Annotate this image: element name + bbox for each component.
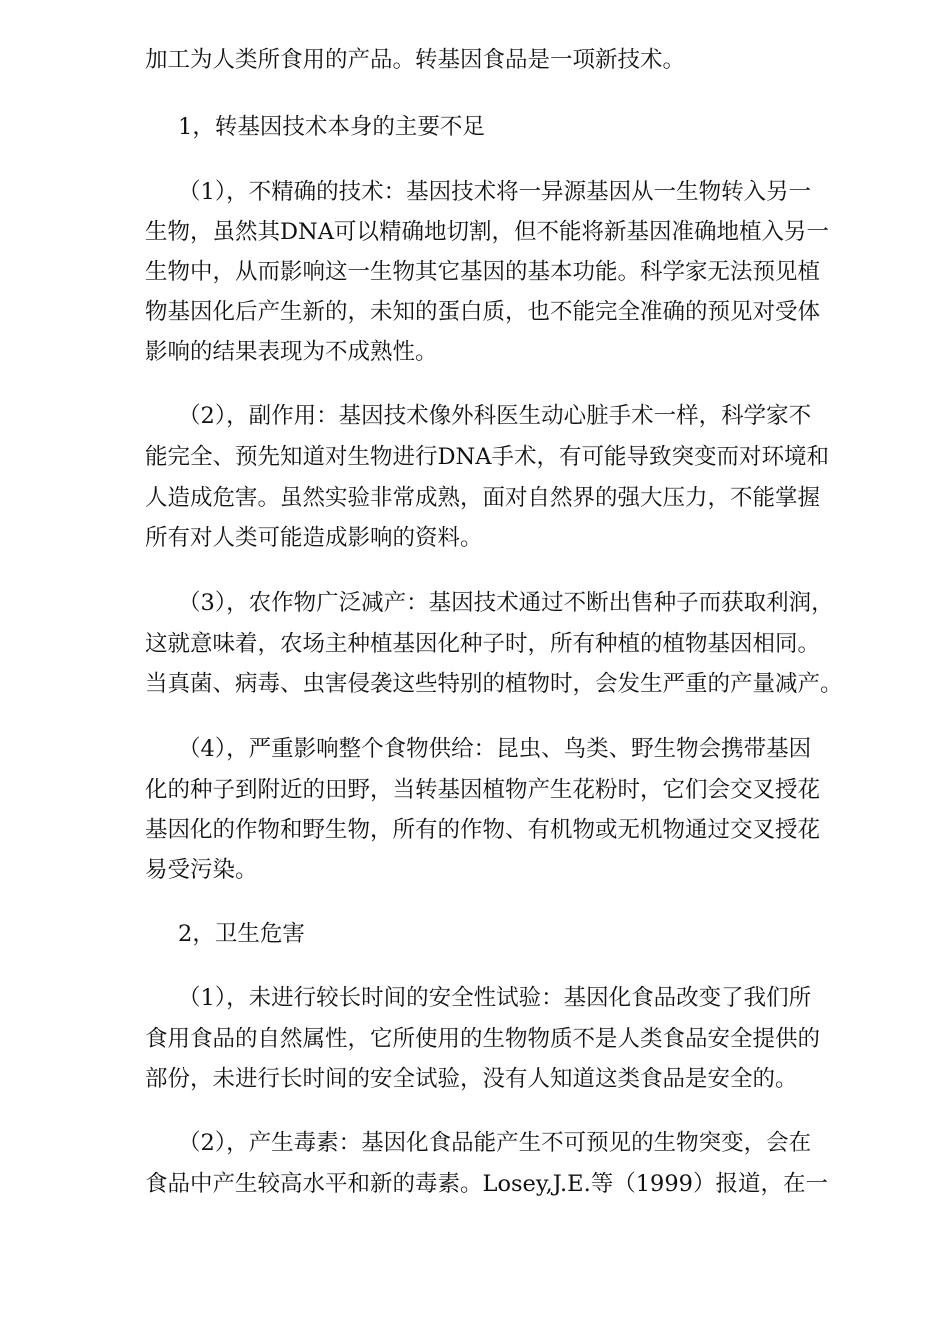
- paragraph-line: （2），副作用：基因技术像外科医生动心脏手术一样，科学家不: [178, 403, 812, 429]
- paragraph-line: （4），严重影响整个食物供给：昆虫、鸟类、野生物会携带基因: [178, 736, 812, 762]
- paragraph-line: 部份，未进行长时间的安全试验，没有人知道这类食品是安全的。: [145, 1066, 798, 1092]
- intro-line: 加工为人类所食用的产品。转基因食品是一项新技术。: [145, 47, 686, 73]
- paragraph-line: （1），不精确的技术：基因技术将一异源基因从一生物转入另一: [178, 179, 812, 205]
- paragraph-line: 食品中产生较高水平和新的毒素。Losey,J.E.等（1999）报道，在一: [145, 1171, 828, 1197]
- paragraph-line: 物基因化后产生新的，未知的蛋白质，也不能完全准确的预见对受体: [145, 299, 821, 325]
- section-heading-1: 1，转基因技术本身的主要不足: [178, 114, 485, 140]
- paragraph-line: 能完全、预先知道对生物进行DNA手术，有可能导致突变而对环境和: [145, 444, 829, 470]
- paragraph-line: 生物，虽然其DNA可以精确地切割，但不能将新基因准确地植入另一: [145, 219, 829, 245]
- paragraph-line: 食用食品的自然属性，它所使用的生物物质不是人类食品安全提供的: [145, 1026, 821, 1052]
- paragraph-line: 人造成危害。虽然实验非常成熟，面对自然界的强大压力，不能掌握: [145, 485, 821, 511]
- paragraph-line: 化的种子到附近的田野，当转基因植物产生花粉时，它们会交叉授花: [145, 777, 821, 803]
- paragraph-line: 当真菌、病毒、虫害侵袭这些特别的植物时，会发生严重的产量减产。: [145, 671, 843, 697]
- paragraph-line: 生物中，从而影响这一生物其它基因的基本功能。科学家无法预见植: [145, 259, 821, 285]
- paragraph-line: 基因化的作物和野生物，所有的作物、有机物或无机物通过交叉授花: [145, 817, 821, 843]
- paragraph-line: （2），产生毒素：基因化食品能产生不可预见的生物突变，会在: [178, 1130, 812, 1156]
- section-heading-2: 2，卫生危害: [178, 921, 305, 947]
- paragraph-line: 所有对人类可能造成影响的资料。: [145, 525, 483, 551]
- paragraph-line: 易受污染。: [145, 857, 258, 883]
- paragraph-line: （3），农作物广泛减产：基因技术通过不断出售种子而获取利润，: [178, 590, 834, 616]
- paragraph-line: 这就意味着，农场主种植基因化种子时，所有种植的植物基因相同。: [145, 631, 821, 657]
- paragraph-line: （1），未进行较长时间的安全性试验：基因化食品改变了我们所: [178, 985, 812, 1011]
- paragraph-line: 影响的结果表现为不成熟性。: [145, 339, 438, 365]
